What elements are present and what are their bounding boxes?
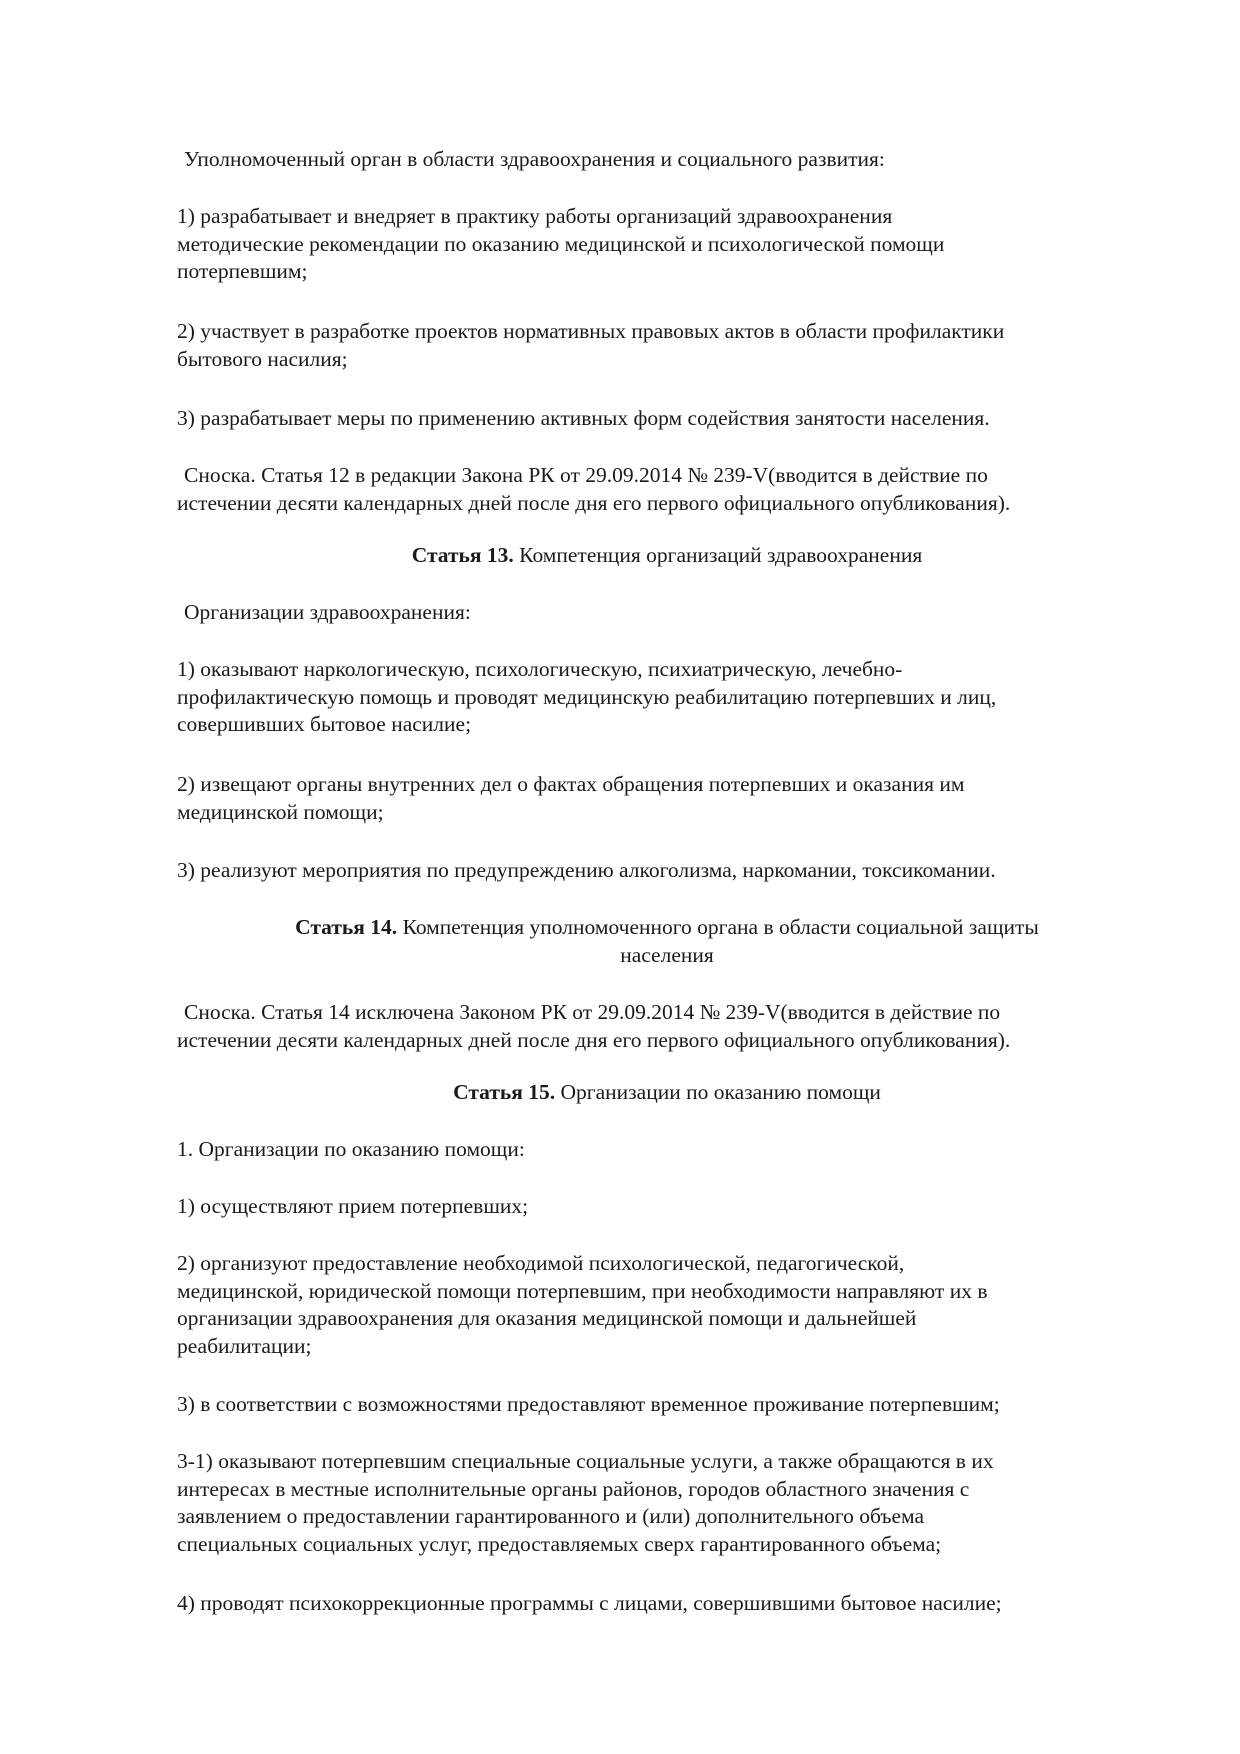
art15-title: Организации по оказанию помощи: [555, 1080, 881, 1104]
line: бытового насилия;: [177, 346, 348, 371]
art12-intro: Уполномоченный орган в области здравоохранения и социального развития:: [184, 147, 885, 171]
art15-item-4: 4) проводят психокоррекционные программы с лицами, совершившими бытовое насилие;: [177, 1591, 1002, 1615]
line: заявлением о предоставлении гарантированного и (или) дополнительного объема: [177, 1504, 925, 1528]
art14-footnote: [177, 999, 1164, 1054]
line: медицинской, юридической помощи потерпевшим, при необходимости направляют их в: [177, 1278, 988, 1303]
line: специальных социальных услуг, предоставляемых сверх гарантированного объема;: [177, 1531, 942, 1556]
line: медицинской помощи;: [177, 799, 384, 824]
line: методические рекомендации по оказанию медицинской и психологической помощи: [177, 231, 945, 256]
art15-item-3-1: [177, 1448, 1157, 1558]
line: совершивших бытовое насилие;: [177, 712, 472, 736]
line: 1) оказывают наркологическую, психологическую, психиатрическую, лечебно-: [177, 657, 903, 681]
line: 2) участвует в разработке проектов нормативных правовых актов в области профилактики: [177, 319, 1005, 343]
art15-intro: 1. Организации по оказанию помощи:: [177, 1137, 525, 1161]
line: 2) организуют предоставление необходимой психологической, педагогической,: [177, 1251, 905, 1275]
line: потерпевшим;: [177, 259, 308, 283]
art14-heading: [177, 914, 1157, 969]
art15-number: Статья 15.: [453, 1080, 556, 1104]
art13-title: Компетенция организаций здравоохранения: [513, 543, 923, 567]
art13-item-2: [177, 771, 1157, 826]
line: 2) извещают органы внутренних дел о фактах обращения потерпевших и оказания им: [177, 772, 965, 796]
art13-number: Статья 13.: [411, 543, 514, 567]
line: реабилитации;: [177, 1333, 312, 1358]
line: 1) разрабатывает и внедряет в практику работы организаций здравоохранения: [177, 204, 893, 228]
art13-item-3: 3) реализуют мероприятия по предупреждению алкоголизма, наркомании, токсикомании.: [177, 858, 996, 882]
line: 3-1) оказывают потерпевшим специальные социальные услуги, а также обращаются в их: [177, 1449, 994, 1473]
art12-footnote: [177, 462, 1164, 517]
line: истечении десяти календарных дней после дня его первого официального опубликования).: [177, 1027, 1011, 1052]
art15-item-1: 1) осуществляют прием потерпевших;: [177, 1194, 529, 1218]
art12-item-2: [177, 318, 1157, 373]
line: профилактическую помощь и проводят медицинскую реабилитацию потерпевших и лиц,: [177, 684, 997, 709]
line: Сноска. Статья 12 в редакции Закона РК от 29.09.2014 № 239-V(вводится в действие по: [184, 463, 988, 487]
art15-heading: [177, 1079, 1157, 1107]
art13-item-1: [177, 656, 1157, 739]
art13-intro: Организации здравоохранения:: [184, 600, 471, 624]
line: организации здравоохранения для оказания медицинской помощи и дальнейшей: [177, 1306, 917, 1330]
art13-heading: [177, 542, 1157, 570]
line: Сноска. Статья 14 исключена Законом РК от 29.09.2014 № 239-V(вводится в действие по: [184, 1000, 1001, 1024]
art15-item-3: 3) в соответствии с возможностями предоставляют временное проживание потерпевшим;: [177, 1392, 1000, 1416]
art14-number: Статья 14.: [295, 915, 398, 939]
art12-item-3: 3) разрабатывает меры по применению активных форм содействия занятости населения.: [177, 406, 990, 430]
art12-item-1: [177, 203, 1157, 286]
art14-title: Компетенция уполномоченного органа в области социальной защиты: [397, 915, 1039, 939]
art14-title-line2: населения: [620, 942, 714, 967]
line: интересах в местные исполнительные органы районов, городов областного значения с: [177, 1476, 970, 1501]
line: истечении десяти календарных дней после дня его первого официального опубликования).: [177, 490, 1011, 515]
art15-item-2: [177, 1250, 1157, 1360]
